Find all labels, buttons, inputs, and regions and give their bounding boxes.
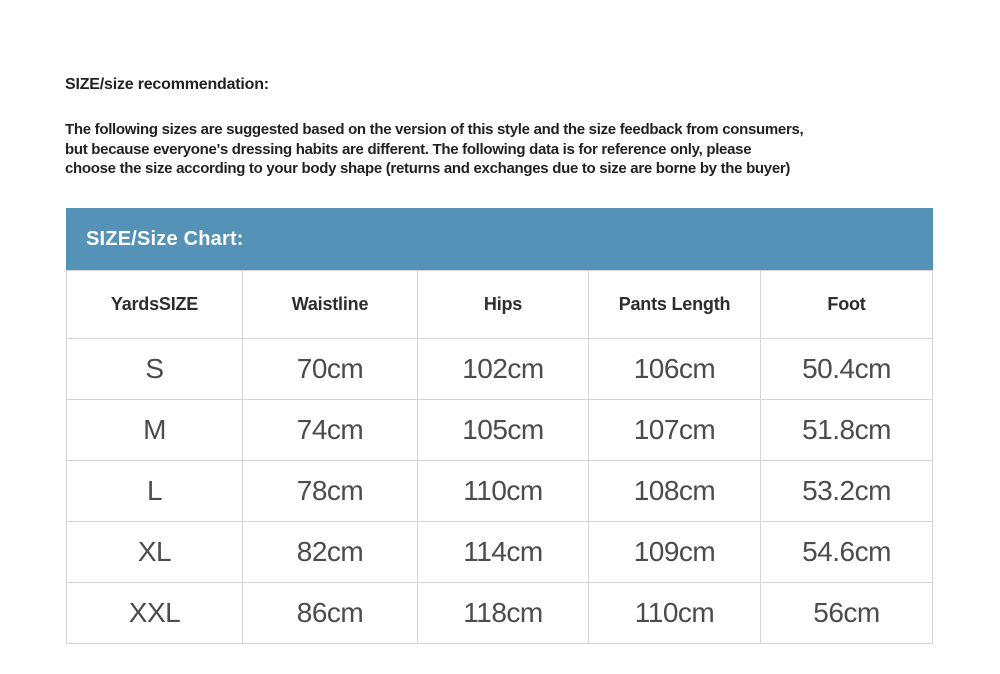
cell-pants-length: 108cm (589, 461, 761, 522)
cell-waistline: 74cm (243, 400, 418, 461)
column-header-foot: Foot (761, 271, 933, 339)
cell-size: XL (67, 522, 243, 583)
size-chart-table-header (67, 271, 933, 339)
table-row-xl (67, 522, 933, 583)
table-row-s (67, 339, 933, 400)
column-header-hips: Hips (418, 271, 589, 339)
cell-foot: 56cm (761, 583, 933, 644)
cell-pants-length: 106cm (589, 339, 761, 400)
cell-size: S (67, 339, 243, 400)
table-row-xxl (67, 583, 933, 644)
table-row-m (67, 400, 933, 461)
cell-pants-length: 109cm (589, 522, 761, 583)
cell-foot: 54.6cm (761, 522, 933, 583)
recommendation-line-1: The following sizes are suggested based on the version of this style and the size feedback from consumers, (65, 121, 804, 138)
recommendation-line-3: choose the size according to your body shape (returns and exchanges due to size are borne by the buyer) (65, 160, 791, 177)
recommendation-heading: SIZE/size recommendation: (65, 76, 269, 93)
header-row (67, 271, 933, 339)
cell-size: XXL (67, 583, 243, 644)
cell-hips: 110cm (418, 461, 589, 522)
cell-waistline: 82cm (243, 522, 418, 583)
cell-waistline: 78cm (243, 461, 418, 522)
column-header-waistline: Waistline (243, 271, 418, 339)
cell-hips: 105cm (418, 400, 589, 461)
table-row-l (67, 461, 933, 522)
size-chart-title-bar (66, 208, 933, 270)
cell-size: M (67, 400, 243, 461)
cell-foot: 51.8cm (761, 400, 933, 461)
size-chart-title: SIZE/Size Chart: (86, 227, 244, 250)
cell-foot: 50.4cm (761, 339, 933, 400)
cell-pants-length: 107cm (589, 400, 761, 461)
cell-hips: 102cm (418, 339, 589, 400)
column-header-pants-length: Pants Length (589, 271, 761, 339)
cell-foot: 53.2cm (761, 461, 933, 522)
recommendation-line-2: but because everyone's dressing habits are different. The following data is for reference only, please (65, 140, 752, 158)
cell-waistline: 70cm (243, 339, 418, 400)
recommendation-text (65, 120, 803, 179)
size-chart-table (66, 270, 933, 644)
cell-waistline: 86cm (243, 583, 418, 644)
cell-hips: 114cm (418, 522, 589, 583)
column-header-yards-size: YardsSIZE (67, 271, 243, 339)
cell-pants-length: 110cm (589, 583, 761, 644)
cell-hips: 118cm (418, 583, 589, 644)
size-chart-table-body (67, 339, 933, 644)
cell-size: L (67, 461, 243, 522)
